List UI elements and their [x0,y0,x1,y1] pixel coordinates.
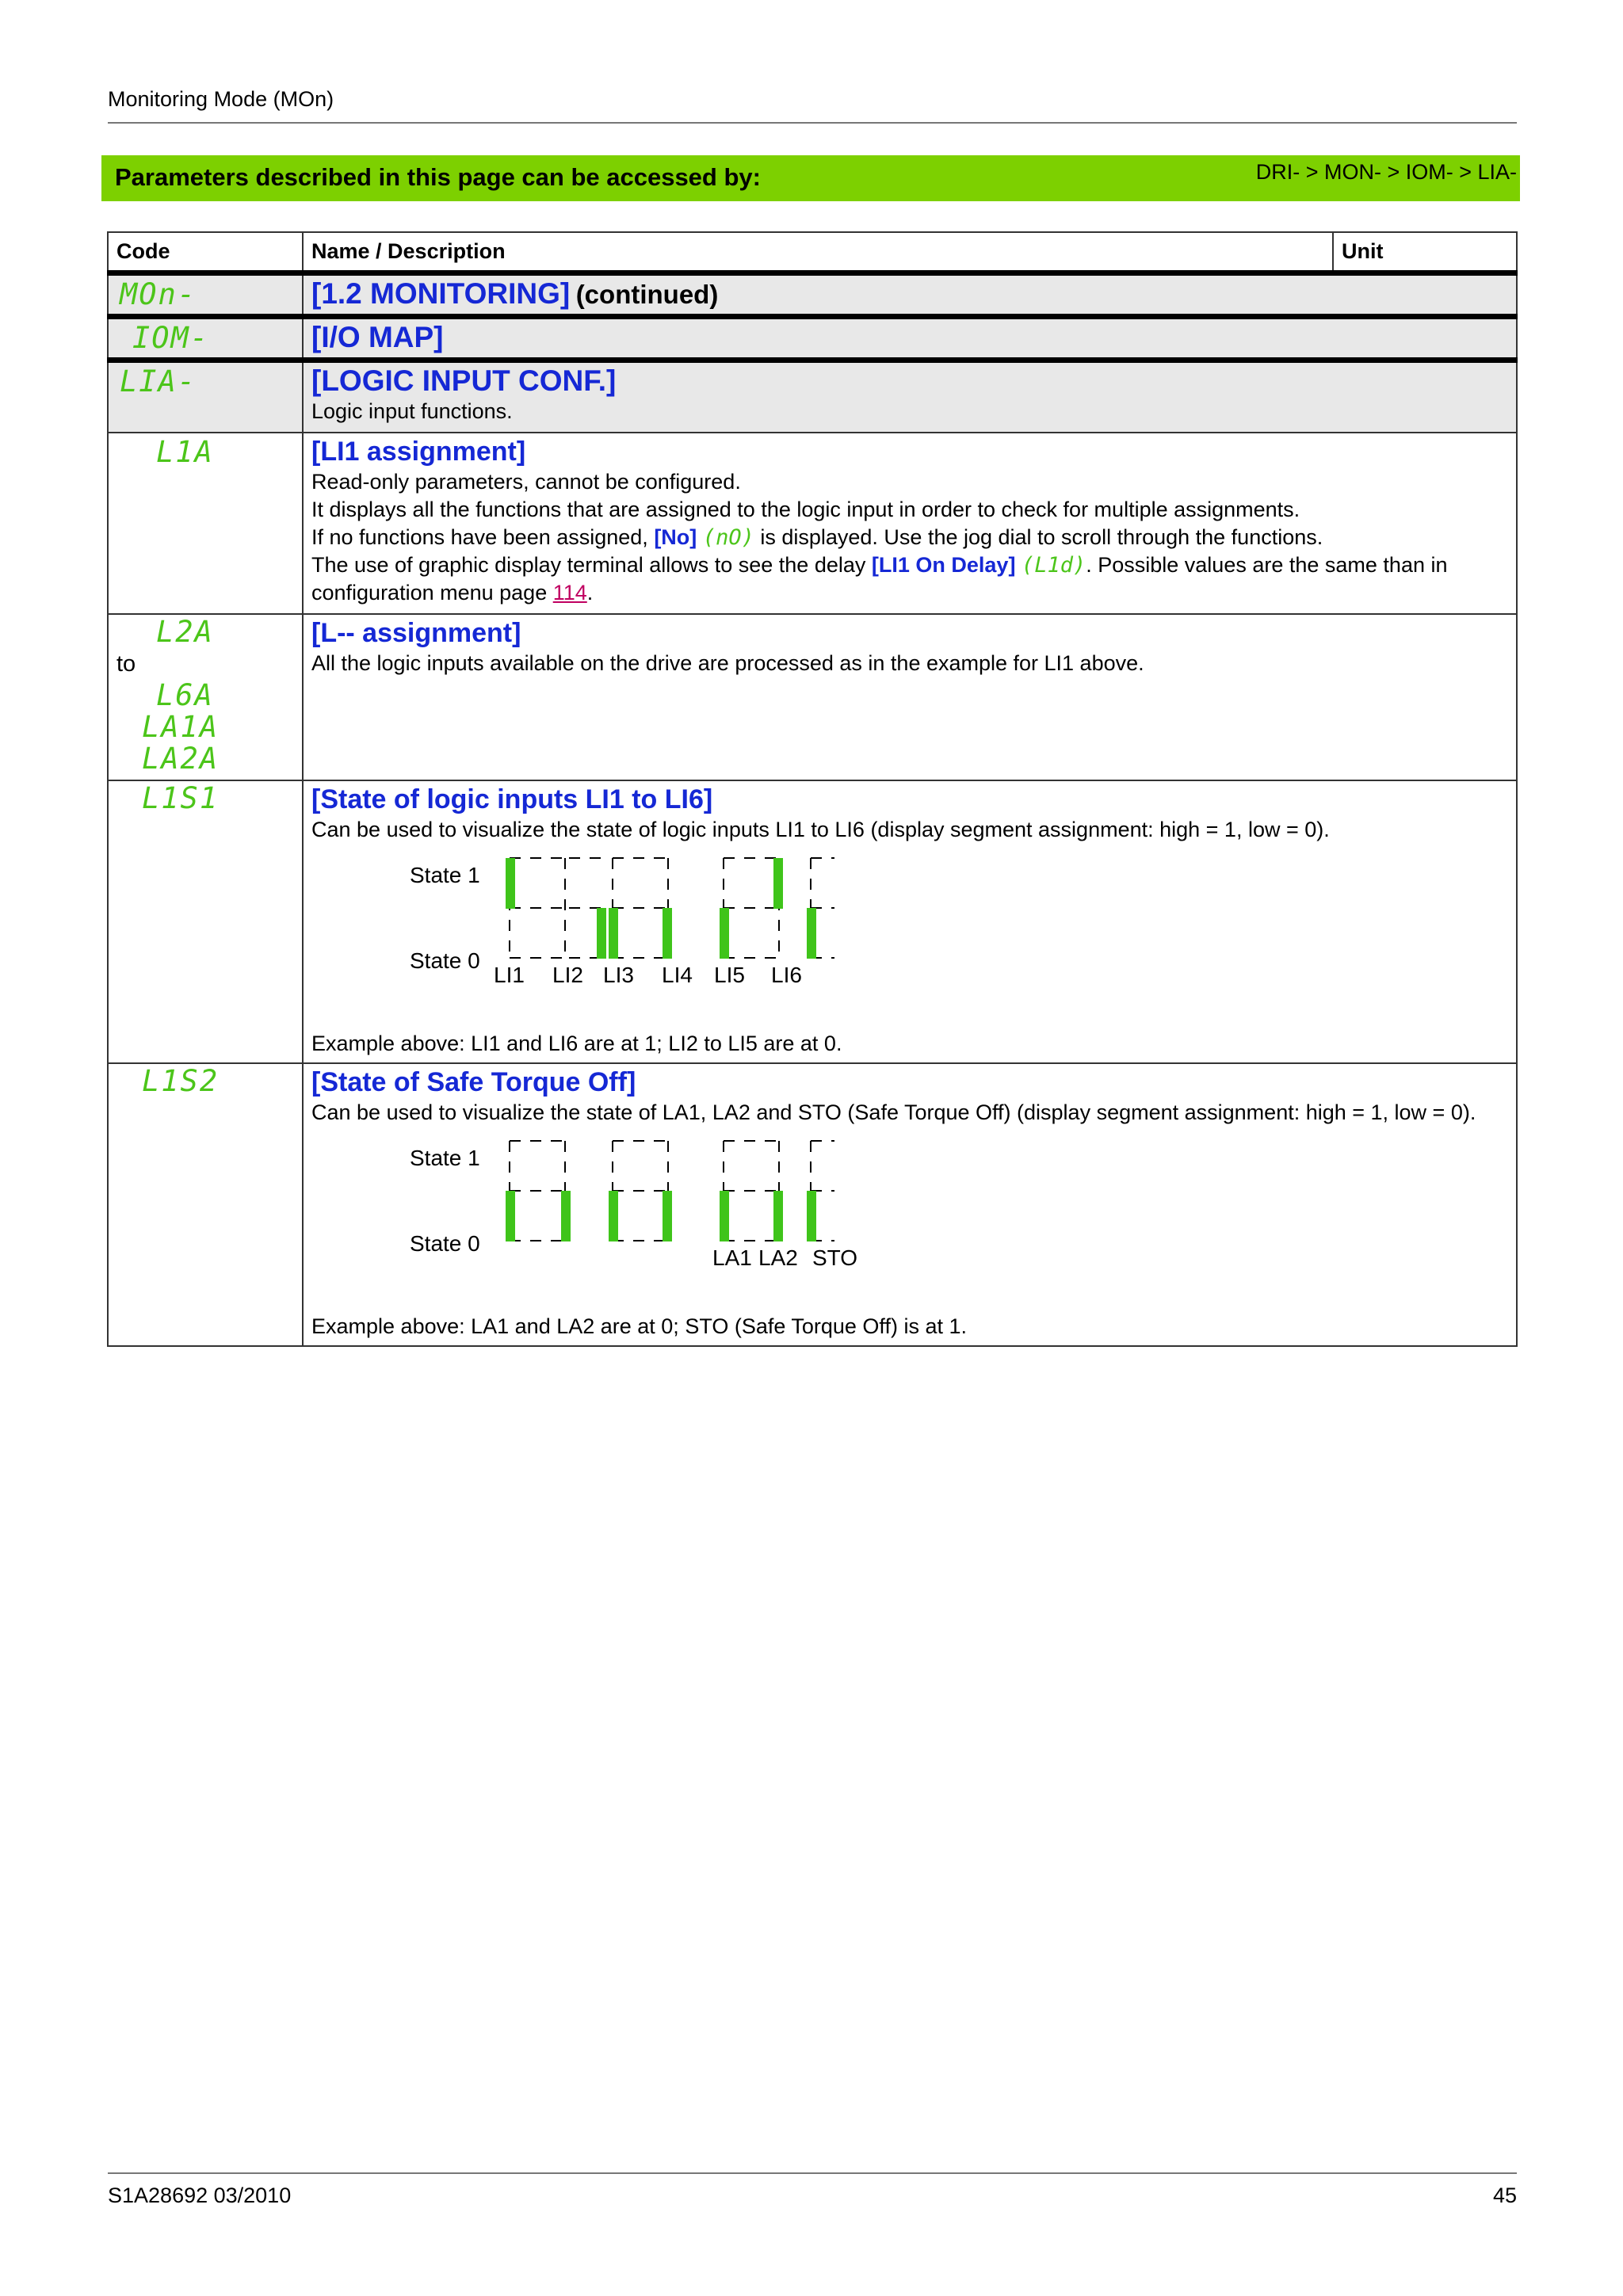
state-safe-torque-off-text: Can be used to visualize the state of LA1, LA2 and STO (Safe Torque Off) (display segment assignment: high = 1, low = 0). [311,1100,1476,1124]
banner-title: Parameters described in this page can be accessed by: [115,163,761,191]
no-value: [No] [654,525,697,549]
title-state-safe-torque-off: [State of Safe Torque Off] [311,1067,636,1097]
code-l2a: L2A [156,615,214,649]
logic-input-conf-text: Logic input functions. [311,399,513,423]
label-sto: STO [812,1245,858,1270]
safe-torque-off-segment-diagram [311,1127,1508,1313]
title-monitoring: [1.2 MONITORING] [311,277,571,310]
row-logic-input-conf [108,360,1517,433]
page-link-114[interactable]: 114 [552,581,587,605]
label-li5: LI5 [714,963,745,987]
footer-page-number: 45 [1492,2183,1517,2207]
code-l6a: L6A [156,678,214,712]
li1-line1: Read-only parameters, cannot be configured. [311,470,741,494]
li1-line3: If no functions have been assigned, [No] (nO) is displayed. Use the jog dial to scroll through the functions. [311,525,1323,550]
state-safe-torque-off-example: Example above: LA1 and LA2 are at 0; STO (Safe Torque Off) is at 1. [311,1314,967,1338]
title-state-logic-inputs: [State of logic inputs LI1 to LI6] [311,784,713,814]
code-lis1: L1S1 [142,781,220,815]
row-state-safe-torque-off [108,1063,1517,1346]
digit-li4-li5 [720,858,783,959]
l-assignment-text: All the logic inputs available on the drive are processed as in the example for LI1 above. [311,651,1144,675]
header-rule [108,122,1517,124]
label-la2: LA2 [758,1245,798,1270]
code-la1a: LA1A [142,710,220,744]
label-li4: LI4 [662,963,693,987]
sto-state0-label: State 0 [410,1231,480,1256]
li1-line5: configuration menu page 114. [311,581,594,605]
label-li2: LI2 [552,963,583,987]
access-banner [101,155,1520,201]
code-iom: IOM- [132,321,210,355]
header-name-description: Name / Description [303,232,1333,273]
page-header-title: Monitoring Mode (MOn) [108,87,334,111]
code-l1a: L1A [156,435,214,469]
footer-rule [108,2172,1517,2174]
code-range-to: to [116,651,136,677]
digit-a [506,1141,571,1241]
row-io-map [108,317,1517,360]
code-lia: LIA- [120,364,197,399]
title-li1-assignment: [LI1 assignment] [311,437,526,467]
banner-menu-path: DRI- > MON- > IOM- > LIA- [1255,160,1517,184]
digit-la1-la2 [720,1141,783,1241]
li1-on-delay: [LI1 On Delay] [871,553,1016,577]
row-l-assignment [108,614,1517,780]
digit-sto [807,1141,834,1241]
row-monitoring [108,273,1517,317]
row-li1-assignment [108,433,1517,614]
digit-li2-li3 [569,858,672,959]
parameters-table [107,231,1518,1347]
digit-b [609,1141,672,1241]
sto-state1-label: State 1 [410,1146,480,1170]
label-li3: LI3 [603,963,634,987]
title-io-map: [I/O MAP] [311,321,444,353]
row-state-logic-inputs [108,780,1517,1063]
digit-li6 [807,858,834,959]
segment-display-svg-2 [502,1139,834,1246]
digit-li1 [506,858,565,958]
title-l-assignment: [L-- assignment] [311,618,521,648]
code-mon: MOn- [120,277,197,311]
li1-line4: The use of graphic display terminal allows to see the delay [LI1 On Delay] (L1d). Possible values are the same than in [311,553,1448,578]
li1-delay-code: (L1d) [1021,553,1086,578]
state-logic-inputs-text: Can be used to visualize the state of logic inputs LI1 to LI6 (display segment assignment: high = 1, low = 0). [311,818,1330,841]
title-logic-input-conf: [LOGIC INPUT CONF.] [311,364,617,397]
title-continued: (continued) [575,280,719,309]
header-code: Code [108,232,303,273]
code-la2a: LA2A [142,742,220,776]
logic-inputs-segment-diagram [311,844,1508,1030]
state0-label: State 0 [410,948,480,973]
no-code: (nO) [702,525,754,550]
table-header-row [108,232,1517,273]
label-li1: LI1 [494,963,525,987]
footer-document-ref: S1A28692 03/2010 [108,2183,292,2207]
header-unit: Unit [1333,232,1517,273]
segment-display-svg-1 [502,856,834,963]
li1-line2: It displays all the functions that are assigned to the logic input in order to check for multiple assignments. [311,498,1300,521]
label-li6: LI6 [771,963,802,987]
state-logic-inputs-example: Example above: LI1 and LI6 are at 1; LI2 to LI5 are at 0. [311,1032,842,1055]
code-lis2: L1S2 [142,1064,220,1098]
state1-label: State 1 [410,863,480,887]
label-la1: LA1 [712,1245,752,1270]
